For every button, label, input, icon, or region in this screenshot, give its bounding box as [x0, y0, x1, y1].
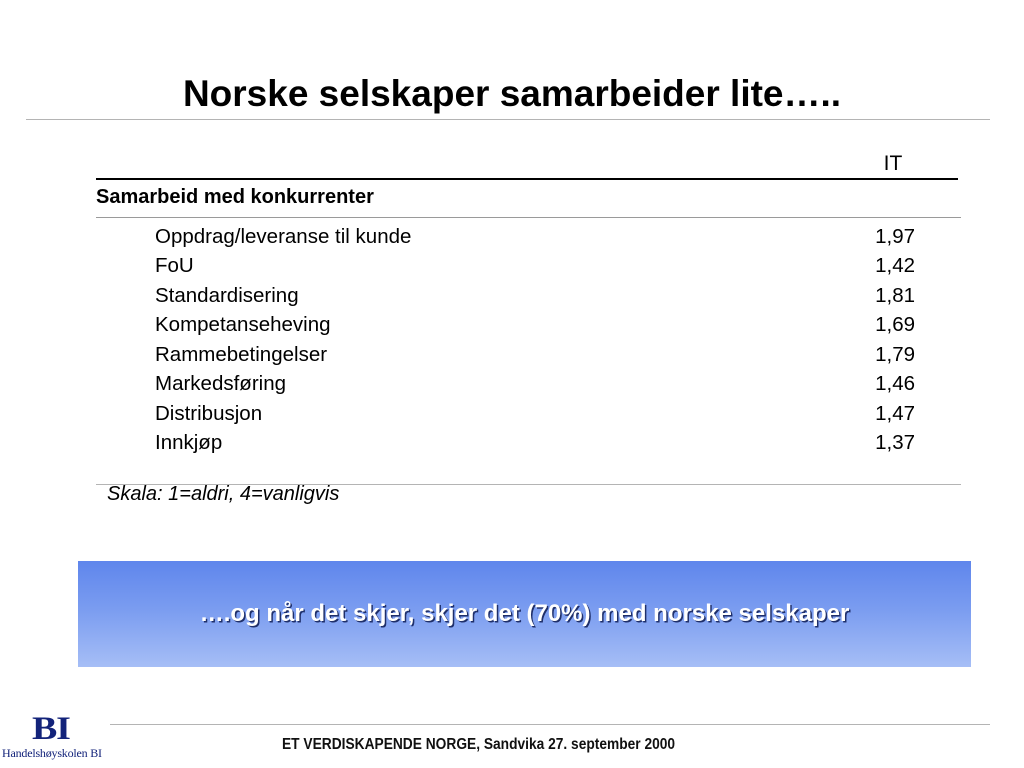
- footer-text: ET VERDISKAPENDE NORGE, Sandvika 27. september 2000: [282, 736, 676, 753]
- footer-divider: [110, 724, 990, 725]
- table-row: [155, 281, 915, 311]
- slide-title: Norske selskaper samarbeider lite…..: [182, 73, 842, 114]
- row-label: Oppdrag/leveranse til kunde: [155, 224, 412, 248]
- title-divider: [26, 119, 990, 120]
- table-row: [155, 252, 915, 282]
- section-header: Samarbeid med konkurrenter: [96, 186, 374, 208]
- row-label: Markedsføring: [155, 372, 287, 396]
- logo-mark: BI: [32, 711, 70, 747]
- row-value: 1,81: [875, 283, 915, 307]
- row-label: FoU: [155, 254, 194, 278]
- column-header-it: IT: [883, 152, 903, 175]
- callout-text: ….og når det skjer, skjer det (70%) med norske selskaper: [199, 600, 850, 627]
- table-row: [155, 399, 915, 429]
- table-row: [155, 370, 915, 400]
- row-label: Distribusjon: [155, 401, 263, 425]
- row-value: 1,46: [875, 372, 915, 396]
- row-value: 1,79: [875, 342, 915, 366]
- row-value: 1,47: [875, 401, 915, 425]
- table-body: [155, 222, 915, 458]
- scale-note: Skala: 1=aldri, 4=vanligvis: [107, 483, 340, 505]
- row-label: Rammebetingelser: [155, 342, 328, 366]
- table-row: [155, 311, 915, 341]
- bi-logo: [2, 712, 108, 766]
- row-value: 1,97: [875, 224, 915, 248]
- logo-text: Handelshøyskolen BI: [2, 746, 102, 760]
- row-value: 1,37: [875, 431, 915, 455]
- table-header-rule: [96, 178, 958, 180]
- table-row: [155, 340, 915, 370]
- row-label: Standardisering: [155, 283, 299, 307]
- section-divider: [96, 217, 961, 218]
- callout-box: [78, 561, 971, 667]
- table-row: [155, 222, 915, 252]
- table-row: [155, 429, 915, 459]
- row-value: 1,69: [875, 313, 915, 337]
- row-value: 1,42: [875, 254, 915, 278]
- row-label: Kompetanseheving: [155, 313, 331, 337]
- row-label: Innkjøp: [155, 431, 223, 455]
